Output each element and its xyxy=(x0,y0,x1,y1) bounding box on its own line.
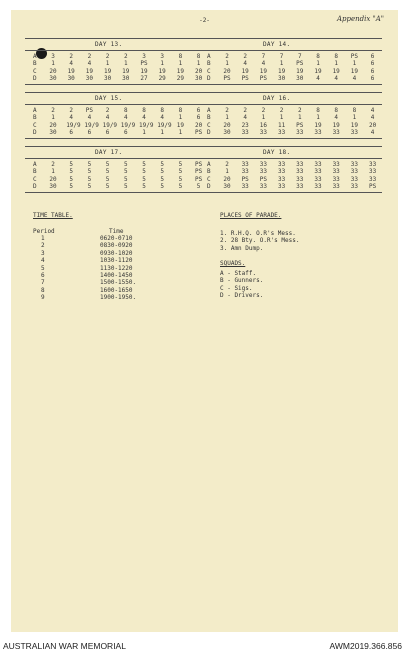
schedule-cell: 5 xyxy=(160,161,164,168)
time-table-period-header: Period xyxy=(33,228,55,235)
schedule-cell: 7 xyxy=(261,53,266,60)
schedule-cell: 33 xyxy=(277,183,286,191)
schedule-cell: 33 xyxy=(332,175,340,183)
schedule-cell: 5 xyxy=(87,183,92,191)
schedule-cell: 8 xyxy=(316,53,320,60)
schedule-cell: 1 xyxy=(196,60,201,68)
squad-letter: B xyxy=(33,168,37,176)
schedule-cell: 19 xyxy=(140,67,148,75)
schedule-cell: PS xyxy=(194,175,203,183)
schedule-cell: 5 xyxy=(178,175,183,183)
schedule-cell: 2 xyxy=(105,107,110,114)
schedule-cell: 4 xyxy=(142,114,146,122)
period-number: 9 xyxy=(41,294,45,302)
schedule-cell: 4 xyxy=(123,114,128,122)
schedule-cell: 3 xyxy=(142,53,146,60)
squad-letter: C xyxy=(33,67,37,75)
schedule-cell: PS xyxy=(296,121,304,129)
schedule-cell: 19 xyxy=(296,67,304,75)
schedule-cell: 6 xyxy=(370,75,375,83)
schedule-cell: 33 xyxy=(350,161,358,168)
day-label: DAY 14. xyxy=(263,41,291,48)
schedule-cell: 19 xyxy=(259,67,267,75)
schedule-cell: 5 xyxy=(105,175,110,183)
schedule-cell: 5 xyxy=(178,168,183,176)
period-time: 1900-1950. xyxy=(100,294,137,302)
schedule-cell: 23 xyxy=(241,121,249,129)
schedule-cell: 20 xyxy=(223,67,231,75)
schedule-cell: 19 xyxy=(85,67,93,75)
squad-letter: C xyxy=(207,121,211,129)
rule xyxy=(25,138,382,139)
schedule-cell: 20 xyxy=(194,121,203,129)
schedule-cell: 33 xyxy=(277,161,286,168)
schedule-cell: 30 xyxy=(85,75,93,83)
schedule-cell: 5 xyxy=(105,168,110,176)
schedule-cell: 30 xyxy=(194,75,203,83)
schedule-cell: 2 xyxy=(225,53,229,60)
schedule-cell: 33 xyxy=(259,161,267,168)
period-time: 0830-0920 xyxy=(100,242,133,250)
schedule-cell: 5 xyxy=(105,183,110,191)
schedule-cell: 4 xyxy=(352,75,357,83)
schedule-cell: 29 xyxy=(176,75,184,83)
schedule-cell: 19/9 xyxy=(139,121,154,129)
schedule-cell: 4 xyxy=(243,60,247,68)
schedule-cell: 20 xyxy=(194,67,203,75)
page-number: -2- xyxy=(199,17,210,24)
squad-letter: B xyxy=(33,114,37,122)
schedule-cell: 33 xyxy=(296,168,304,176)
schedule-cell: PS xyxy=(223,75,231,83)
squad-letter: C xyxy=(207,175,211,183)
schedule-cell: 1 xyxy=(123,60,128,68)
schedule-cell: 5 xyxy=(142,175,146,183)
schedule-cell: PS xyxy=(259,175,267,183)
schedule-cell: 16 xyxy=(259,121,267,129)
schedule-cell: 8 xyxy=(123,107,128,114)
schedule-cell: 5 xyxy=(142,161,146,168)
schedule-cell: 5 xyxy=(123,175,128,183)
schedule-cell: 1 xyxy=(225,114,229,122)
period-time: 1030-1120 xyxy=(100,257,133,265)
day-label: DAY 15. xyxy=(95,95,123,102)
schedule-cell: 1 xyxy=(51,168,55,176)
schedule-cell: 33 xyxy=(314,183,322,191)
squad-letter: A xyxy=(33,107,37,114)
schedule-cell: 5 xyxy=(196,183,201,191)
schedule-cell: 33 xyxy=(368,161,377,168)
schedule-cell: 20 xyxy=(223,175,231,183)
schedule-cell: 19 xyxy=(314,121,322,129)
schedule-cell: 20 xyxy=(49,175,57,183)
squad-letter: A xyxy=(33,53,37,60)
schedule-cell: 5 xyxy=(123,161,128,168)
squad-letter: B xyxy=(207,168,211,176)
schedule-cell: 5 xyxy=(105,161,110,168)
schedule-cell: 1 xyxy=(225,60,229,68)
schedule-cell: 1 xyxy=(261,114,266,122)
schedule-cell: 6 xyxy=(370,67,375,75)
schedule-cell: 19 xyxy=(314,67,322,75)
schedule-cell: 1 xyxy=(178,129,183,137)
schedule-cell: 2 xyxy=(51,107,55,114)
time-table-time-header: Time xyxy=(109,228,124,235)
schedule-cell: 19 xyxy=(158,67,166,75)
schedule-cell: 19/9 xyxy=(84,121,99,129)
period-time: 1500-1550. xyxy=(100,279,137,287)
schedule-cell: 20 xyxy=(223,121,231,129)
schedule-cell: 2 xyxy=(105,53,110,60)
schedule-cell: 1 xyxy=(142,129,146,137)
schedule-cell: 33 xyxy=(277,129,286,137)
period-number: 7 xyxy=(41,279,45,287)
schedule-cell: 20 xyxy=(49,67,57,75)
schedule-cell: 5 xyxy=(87,161,92,168)
schedule-cell: PS xyxy=(259,75,267,83)
schedule-cell: 5 xyxy=(142,183,146,191)
squad-letter: A xyxy=(207,161,211,168)
schedule-cell: 33 xyxy=(241,168,249,176)
schedule-cell: 1 xyxy=(225,168,229,176)
schedule-cell: 19 xyxy=(122,67,130,75)
schedule-cell: 5 xyxy=(178,183,183,191)
schedule-cell: 3 xyxy=(160,53,164,60)
squad-letter: B xyxy=(33,60,37,68)
schedule-cell: 19 xyxy=(103,67,112,75)
schedule-cell: 4 xyxy=(69,114,73,122)
squad-definition: D - Drivers. xyxy=(220,292,264,300)
period-time: 1400-1450 xyxy=(100,272,133,279)
schedule-cell: 5 xyxy=(87,168,92,176)
schedule-cell: 2 xyxy=(243,107,247,114)
squad-letter: B xyxy=(207,60,211,68)
squad-letter: A xyxy=(207,53,211,60)
schedule-cell: 6 xyxy=(105,129,110,137)
schedule-cell: 5 xyxy=(142,168,146,176)
schedule-cell: 30 xyxy=(49,183,57,191)
squad-letter: A xyxy=(207,107,211,114)
rule xyxy=(25,92,382,93)
footer-institution: AUSTRALIAN WAR MEMORIAL xyxy=(3,641,126,651)
rule xyxy=(25,146,382,147)
schedule-cell: 33 xyxy=(296,161,304,168)
schedule-cell: 5 xyxy=(160,183,164,191)
schedule-cell: 29 xyxy=(158,75,166,83)
schedule-cell: 7 xyxy=(297,53,302,60)
schedule-cell: 6 xyxy=(69,129,73,137)
schedule-cell: 33 xyxy=(259,129,267,137)
schedule-cell: 33 xyxy=(368,168,377,176)
schedule-cell: 2 xyxy=(243,53,247,60)
schedule-cell: 2 xyxy=(123,53,128,60)
parade-place: 2. 28 Bty. O.R's Mess. xyxy=(220,237,300,245)
schedule-cell: PS xyxy=(368,183,377,191)
schedule-cell: 5 xyxy=(69,183,73,191)
squad-letter: A xyxy=(33,161,37,168)
schedule-cell: 5 xyxy=(69,161,73,168)
schedule-cell: 19/9 xyxy=(102,121,118,129)
schedule-cell: 1 xyxy=(352,60,357,68)
schedule-cell: 1 xyxy=(352,114,357,122)
squad-letter: D xyxy=(33,129,37,137)
schedule-cell: 33 xyxy=(277,175,286,183)
schedule-cell: 33 xyxy=(332,161,340,168)
squad-letter: C xyxy=(33,175,37,183)
schedule-cell: 33 xyxy=(296,183,304,191)
schedule-cell: 33 xyxy=(368,175,377,183)
schedule-cell: 5 xyxy=(87,175,92,183)
schedule-cell: 2 xyxy=(225,107,229,114)
rule xyxy=(25,50,382,51)
day-label: DAY 17. xyxy=(95,149,123,156)
schedule-cell: 4 xyxy=(243,114,247,122)
schedule-cell: 20 xyxy=(368,121,377,129)
schedule-cell: 6 xyxy=(370,60,375,68)
squad-letter: D xyxy=(33,183,37,191)
period-number: 3 xyxy=(41,249,45,257)
schedule-cell: 30 xyxy=(49,129,57,137)
schedule-cell: 7 xyxy=(279,53,284,60)
places-title: PLACES OF PARADE. xyxy=(220,212,282,219)
schedule-cell: 4 xyxy=(370,114,375,122)
footer xyxy=(0,636,406,653)
schedule-cell: 30 xyxy=(122,75,130,83)
appendix-label: Appendix "A" xyxy=(336,15,384,23)
schedule-cell: 1 xyxy=(316,114,320,122)
schedule-cell: PS xyxy=(85,107,93,114)
schedule-cell: 8 xyxy=(178,53,183,60)
schedule-cell: PS xyxy=(194,129,203,137)
schedule-cell: PS xyxy=(241,75,249,83)
schedule-cell: 33 xyxy=(314,168,322,176)
schedule-cell: 33 xyxy=(350,175,358,183)
rule xyxy=(25,192,382,193)
schedule-cell: 33 xyxy=(314,161,322,168)
schedule-cell: 4 xyxy=(370,129,375,137)
schedule-cell: 2 xyxy=(225,161,229,168)
period-number: 8 xyxy=(41,286,45,294)
schedule-cell: 2 xyxy=(51,161,55,168)
schedule-cell: PS xyxy=(194,161,203,168)
schedule-cell: 33 xyxy=(314,175,322,183)
schedule-cell: 30 xyxy=(223,129,231,137)
schedule-cell: 4 xyxy=(87,60,92,68)
schedule-cell: 4 xyxy=(334,114,338,122)
schedule-cell: 6 xyxy=(196,107,201,114)
squad-definition: A - Staff. xyxy=(220,270,257,277)
schedule-cell: 19/9 xyxy=(157,121,172,129)
schedule-cell: 30 xyxy=(103,75,112,83)
schedule-cell: 1 xyxy=(178,60,183,68)
schedule-cell: 6 xyxy=(196,114,201,122)
schedule-cell: 4 xyxy=(105,114,110,122)
schedule-cell: 5 xyxy=(123,168,128,176)
period-number: 5 xyxy=(41,264,45,272)
schedule-cell: 30 xyxy=(67,75,75,83)
schedule-cell: 19 xyxy=(241,67,249,75)
squad-letter: C xyxy=(33,121,37,129)
parade-place: 3. Amn Dump. xyxy=(220,244,264,252)
squad-letter: D xyxy=(33,75,37,83)
schedule-cell: 4 xyxy=(370,107,375,114)
schedule-cell: 1 xyxy=(51,114,55,122)
squad-letter: D xyxy=(207,75,211,83)
time-table-title: TIME TABLE. xyxy=(33,212,73,219)
schedule-cell: 30 xyxy=(277,75,286,83)
schedule-cell: 6 xyxy=(370,53,375,60)
schedule-cell: 27 xyxy=(140,75,148,83)
schedule-cell: 1 xyxy=(316,60,320,68)
schedule-cell: 5 xyxy=(69,168,73,176)
schedule-cell: 1 xyxy=(160,60,164,68)
schedule-cell: 19 xyxy=(176,67,184,75)
schedule-cell: 33 xyxy=(332,129,340,137)
schedule-cell: 33 xyxy=(277,168,286,176)
schedule-cell: 4 xyxy=(334,75,338,83)
schedule-cell: 4 xyxy=(69,60,73,68)
schedule-cell: 1 xyxy=(334,60,338,68)
squad-definition: B - Gunners. xyxy=(220,277,264,285)
schedule-cell: 33 xyxy=(296,175,304,183)
schedule-cell: 2 xyxy=(87,53,92,60)
squad-letter: B xyxy=(207,114,211,122)
schedule-cell: 8 xyxy=(334,107,338,114)
schedule-cell: 8 xyxy=(178,107,183,114)
schedule-cell: 33 xyxy=(350,183,358,191)
schedule-cell: 33 xyxy=(241,183,249,191)
squad-letter: C xyxy=(207,67,211,75)
period-time: 0930-1020 xyxy=(100,249,133,257)
schedule-cell: 8 xyxy=(334,53,338,60)
schedule-cell: 1 xyxy=(51,60,55,68)
schedule-cell: 1 xyxy=(160,129,164,137)
rule xyxy=(25,38,382,39)
schedule-cell: 33 xyxy=(241,161,249,168)
schedule-cell: 2 xyxy=(69,53,73,60)
schedule-cell: 4 xyxy=(316,75,320,83)
schedule-cell: 30 xyxy=(49,75,57,83)
schedule-cell: 11 xyxy=(277,121,286,129)
rule xyxy=(25,158,382,159)
schedule-cell: 4 xyxy=(160,114,164,122)
schedule-cell: 19 xyxy=(332,121,340,129)
schedule-cell: 1 xyxy=(105,60,110,68)
schedule-cell: 1 xyxy=(297,114,302,122)
schedule-cell: PS xyxy=(296,60,304,68)
schedule-cell: 20 xyxy=(49,121,57,129)
period-time: 1600-1650 xyxy=(100,286,133,294)
period-number: 6 xyxy=(41,272,45,279)
schedule-cell: 33 xyxy=(296,129,304,137)
schedule-cell: 5 xyxy=(178,161,183,168)
schedule-cell: PS xyxy=(241,175,249,183)
schedule-cell: 33 xyxy=(314,129,322,137)
rule xyxy=(25,104,382,105)
period-number: 1 xyxy=(41,235,45,242)
schedule-cell: 19 xyxy=(332,67,340,75)
schedule-cell: 5 xyxy=(160,168,164,176)
schedule-cell: 19/9 xyxy=(66,121,81,129)
schedule-cell: PS xyxy=(140,60,148,68)
squad-letter: D xyxy=(207,183,211,191)
schedule-cell: 5 xyxy=(69,175,73,183)
schedule-cell: 6 xyxy=(123,129,128,137)
schedule-cell: 2 xyxy=(297,107,302,114)
schedule-cell: 33 xyxy=(350,168,358,176)
schedule-cell: 5 xyxy=(123,183,128,191)
schedule-cell: 2 xyxy=(69,107,73,114)
squad-definition: C - Sigs. xyxy=(220,284,253,292)
schedule-cell: PS xyxy=(194,168,203,176)
schedule-cell: 19 xyxy=(350,121,358,129)
schedule-cell: 8 xyxy=(316,107,320,114)
schedule-cell: PS xyxy=(350,53,358,60)
parade-place: 1. R.H.Q. O.R's Mess. xyxy=(220,230,296,237)
schedule-cell: 6 xyxy=(87,129,92,137)
day-label: DAY 16. xyxy=(263,95,291,102)
rule xyxy=(25,84,382,85)
day-label: DAY 18. xyxy=(263,149,291,156)
schedule-cell: 5 xyxy=(160,175,164,183)
schedule-cell: 2 xyxy=(279,107,284,114)
schedule-cell: 8 xyxy=(142,107,146,114)
day-label: DAY 13. xyxy=(95,41,123,48)
schedule-cell: 33 xyxy=(350,129,358,137)
schedule-cell: 33 xyxy=(332,183,340,191)
schedule-cell: 19 xyxy=(67,67,75,75)
footer-accession: AWM2019.366.856 xyxy=(329,641,402,651)
schedule-cell: 8 xyxy=(196,53,201,60)
schedule-cell: 1 xyxy=(279,114,284,122)
schedule-cell: 30 xyxy=(296,75,304,83)
schedule-cell: 3 xyxy=(51,53,55,60)
schedule-cell: 19/9 xyxy=(120,121,136,129)
schedule-cell: 33 xyxy=(241,129,249,137)
schedule-cell: 8 xyxy=(352,107,357,114)
squad-letter: D xyxy=(207,129,211,137)
schedule-cell: 1 xyxy=(178,114,183,122)
squads-title: SQUADS. xyxy=(220,260,246,267)
schedule-cell: 2 xyxy=(261,107,266,114)
schedule-cell: 33 xyxy=(259,168,267,176)
schedule-cell: 19 xyxy=(277,67,286,75)
period-number: 2 xyxy=(41,242,45,250)
schedule-cell: 30 xyxy=(223,183,231,191)
period-number: 4 xyxy=(41,257,45,265)
schedule-cell: 4 xyxy=(261,60,266,68)
schedule-cell: 33 xyxy=(332,168,340,176)
period-time: 1130-1220 xyxy=(100,264,133,272)
schedule-cell: 33 xyxy=(259,183,267,191)
document-sheet xyxy=(11,10,398,632)
schedule-cell: 8 xyxy=(160,107,164,114)
schedule-cell: 19 xyxy=(350,67,358,75)
period-time: 0620-0710 xyxy=(100,235,133,242)
schedule-cell: 4 xyxy=(87,114,92,122)
schedule-cell: 1 xyxy=(279,60,284,68)
schedule-cell: 19 xyxy=(176,121,184,129)
